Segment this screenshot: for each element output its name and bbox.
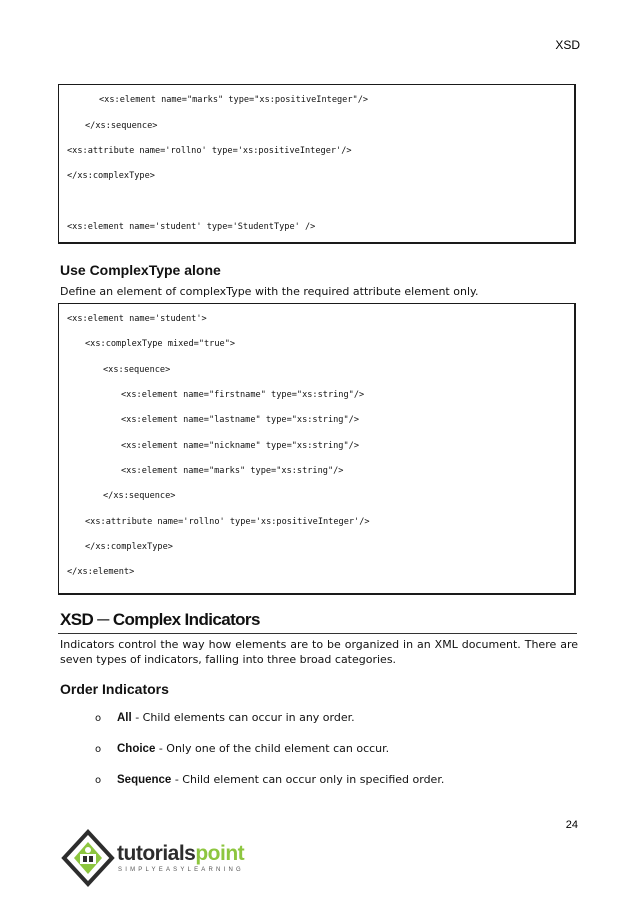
list-item <box>95 711 355 724</box>
code-line: </xs:sequence> <box>85 121 158 131</box>
bullet-icon: o <box>95 744 102 755</box>
bullet-icon: o <box>95 775 102 786</box>
logo-tagline: SIMPLYEASYLEARNING <box>118 867 244 873</box>
code-line: </xs:complexType> <box>67 171 155 181</box>
running-header: XSD <box>555 38 580 52</box>
logo-word: tutorials <box>117 842 196 865</box>
list-item <box>95 742 389 755</box>
code-line: <xs:element name="nickname" type="xs:string"/> <box>121 441 359 451</box>
tutorialspoint-logo-icon <box>60 828 116 888</box>
page-number: 24 <box>565 819 578 831</box>
code-line: </xs:sequence> <box>103 491 176 501</box>
code-block-1 <box>58 84 576 244</box>
indicators-paragraph: Indicators control the way how elements are to be organized in an XML document. There are seven types of indicators, falling into three broad categories. <box>60 638 578 666</box>
list-item-term: All <box>117 712 132 724</box>
code-line: <xs:element name="marks" type="xs:positiveInteger"/> <box>99 95 369 105</box>
code-line: </xs:element> <box>67 567 135 577</box>
code-line: <xs:element name='student'> <box>67 314 207 324</box>
code-line: <xs:element name="lastname" type="xs:string"/> <box>121 415 359 425</box>
code-line: <xs:complexType mixed="true"> <box>85 339 236 349</box>
code-line: <xs:attribute name='rollno' type='xs:positiveInteger'/> <box>85 517 370 527</box>
list-item-term: Sequence <box>117 774 172 786</box>
heading-underline <box>58 633 577 634</box>
code-line: <xs:element name="firstname" type="xs:string"/> <box>121 390 365 400</box>
code-line: <xs:sequence> <box>103 365 171 375</box>
list-item-text: - Child elements can occur in any order. <box>131 711 355 724</box>
section-heading-complextype-alone: Use ComplexType alone <box>60 262 221 278</box>
list-item <box>95 773 444 786</box>
code-line: <xs:element name="marks" type="xs:string"/> <box>121 466 344 476</box>
list-item-text: - Only one of the child element can occur. <box>155 742 390 755</box>
tutorialspoint-logo <box>60 828 260 888</box>
logo-word-accent: point <box>195 842 245 865</box>
code-line: <xs:element name='student' type='StudentType' /> <box>67 222 316 232</box>
code-block-2 <box>58 303 576 595</box>
code-line: </xs:complexType> <box>85 542 173 552</box>
section-description: Define an element of complexType with the required attribute element only. <box>60 285 479 298</box>
list-item-term: Choice <box>117 743 156 755</box>
section-heading-complex-indicators: XSD ─ Complex Indicators <box>60 610 260 629</box>
list-item-text: - Child element can occur only in specified order. <box>171 773 445 786</box>
code-line: <xs:attribute name='rollno' type='xs:positiveInteger'/> <box>67 146 352 156</box>
logo-wordmark <box>117 842 244 866</box>
bullet-icon: o <box>95 713 102 724</box>
section-heading-order-indicators: Order Indicators <box>60 681 169 697</box>
